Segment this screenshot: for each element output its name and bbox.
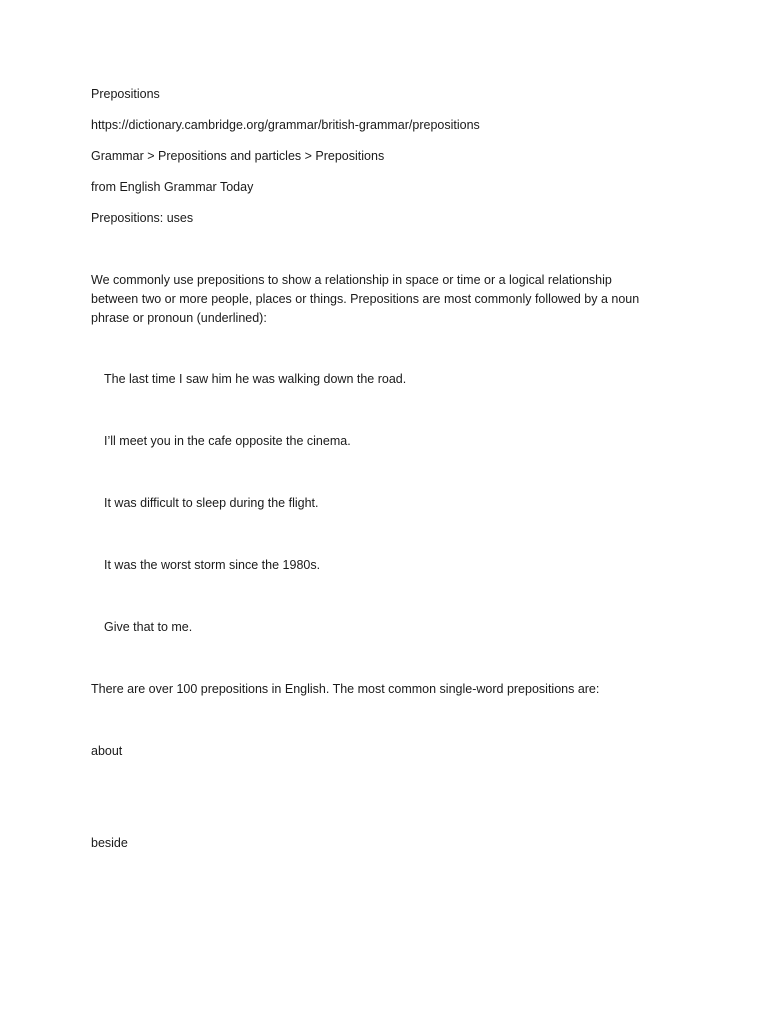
intro-line: between two or more people, places or things. Prepositions are most commonly followed by a noun [91,292,640,306]
example-sentence: The last time I saw him he was walking down the road. [104,372,407,386]
count-sentence: There are over 100 prepositions in English. The most common single-word prepositions are: [91,682,600,696]
section-subtitle: Prepositions: uses [91,211,194,225]
example-sentence: It was the worst storm since the 1980s. [104,558,321,572]
example-sentence: I’ll meet you in the cafe opposite the cinema. [104,434,351,448]
intro-line: phrase or pronoun (underlined): [91,311,267,325]
preposition-item: about [91,744,123,758]
intro-line: We commonly use prepositions to show a relationship in space or time or a logical relationship [91,273,612,287]
preposition-item: beside [91,836,128,850]
example-sentence: It was difficult to sleep during the flight. [104,496,319,510]
source-url: https://dictionary.cambridge.org/grammar/british-grammar/prepositions [91,118,480,132]
breadcrumb: Grammar > Prepositions and particles > Prepositions [91,149,385,163]
source-line: from English Grammar Today [91,180,254,194]
intro-paragraph [91,271,671,328]
document-title: Prepositions [91,87,160,101]
example-sentence: Give that to me. [104,620,193,634]
